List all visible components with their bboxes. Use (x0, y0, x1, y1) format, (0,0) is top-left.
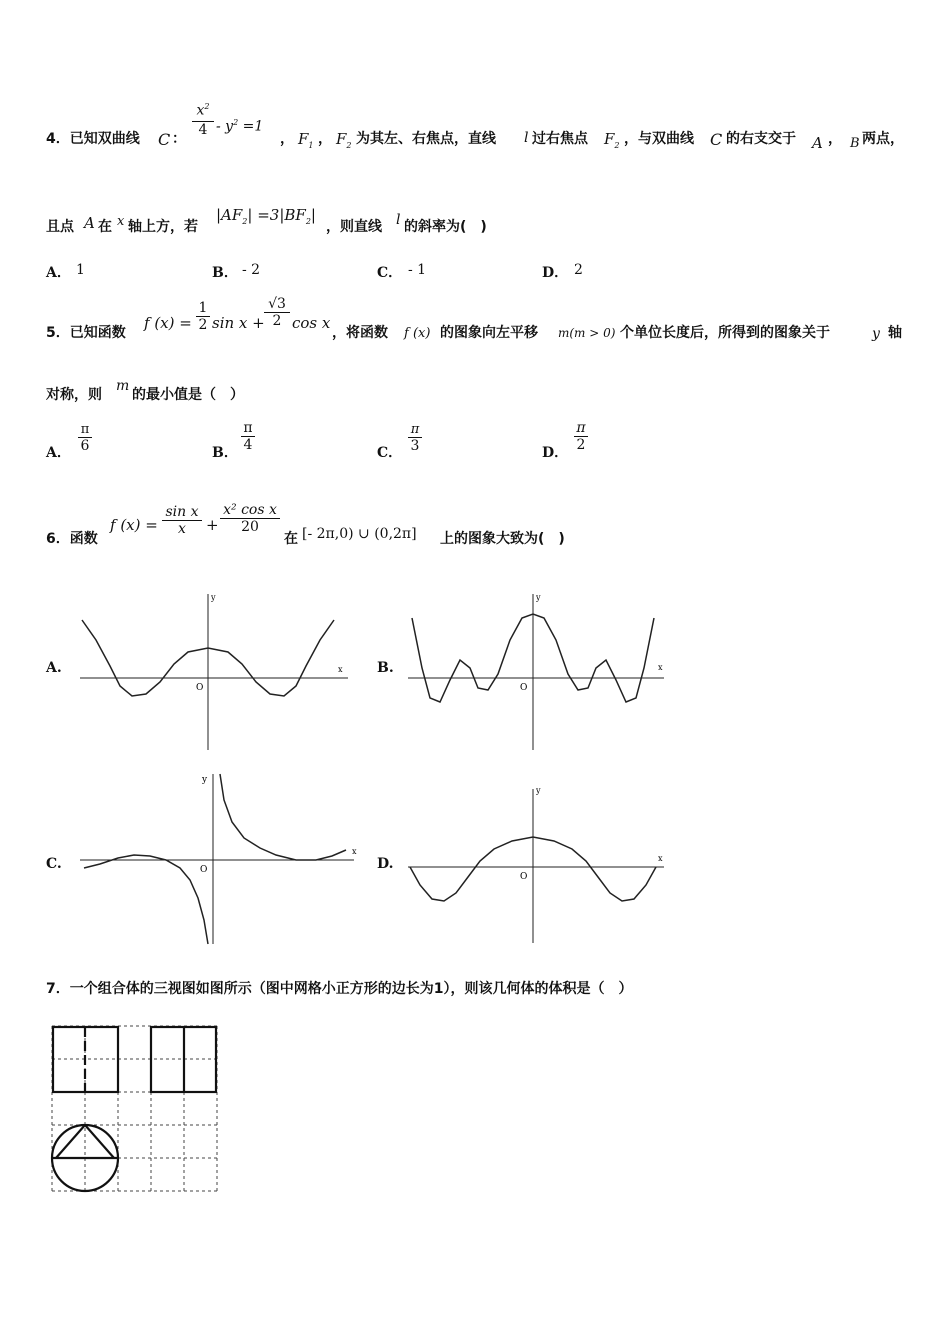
graph-c-curve-right (220, 774, 346, 860)
q6-line1: 6．函数 (46, 531, 98, 547)
graph-b (404, 590, 669, 755)
graph-a-label: A. (46, 660, 62, 676)
graph-c-label: C. (46, 856, 62, 872)
graph-b-x-label: x (658, 663, 663, 672)
q4-options: A． 1 B． - 2 C． - 1 D． 2 (46, 262, 583, 281)
graph-b-label: B. (377, 660, 394, 676)
graph-a-x-label: x (338, 665, 343, 674)
q5-options: A． π 6 B． π 4 C． π 3 D． π 2 (46, 420, 686, 466)
q4-line1: 4．已知双曲线 (46, 131, 140, 147)
q5-half-frac: 1 2 (196, 300, 210, 333)
q5-line1: 5．已知函数 (46, 325, 126, 341)
grid-lines (52, 1026, 218, 1191)
q4-hyperbola-rest: - $y^2 =1$ (216, 118, 264, 135)
q6-term1-frac: sin x x (162, 504, 202, 537)
graph-a-origin: O (196, 683, 204, 693)
graph-d-origin: O (520, 872, 528, 882)
q4-f2-b: $F_2$ (604, 130, 620, 150)
q7-three-views-figure (50, 1024, 222, 1196)
q5-sqrt-frac: √3 2 (264, 296, 290, 329)
graph-d-label: D. (377, 856, 394, 872)
q6-term2-frac: x² cos x 20 (220, 502, 280, 535)
graph-b-origin: O (520, 683, 528, 693)
q5-line2: 对称，则 (46, 387, 102, 403)
q5-option-d-frac: π 2 (574, 420, 588, 453)
q5-option-a-frac: π 6 (78, 422, 92, 454)
top-view-triangle-left (56, 1125, 85, 1158)
graph-a-y-label: y (211, 593, 216, 602)
q4-curve-c: C (158, 130, 171, 149)
q5-option-c-frac: π 3 (408, 422, 422, 454)
graph-d-y-label: y (536, 786, 541, 795)
graph-c-curve-left (84, 855, 208, 944)
q4-condition: $|AF_2| =3|BF_2|$ (216, 206, 316, 226)
q4-f1: $F_1$ (298, 130, 314, 150)
graph-b-y-label: y (536, 593, 541, 602)
graph-c-origin: O (200, 865, 208, 875)
q7-text: 7．一个组合体的三视图如图所示（图中网格小正方形的边长为1），则该几何体的体积是（ ） (46, 981, 633, 997)
q4-line2: 且点 (46, 219, 74, 235)
top-view-triangle-right (85, 1125, 114, 1158)
graph-c (76, 770, 361, 948)
q4-hyperbola-frac: $x^2$ 4 (192, 102, 214, 138)
graph-a (76, 590, 356, 755)
graph-d-x-label: x (658, 854, 663, 863)
graph-d (404, 785, 669, 947)
graph-c-y-label: y (202, 775, 208, 785)
q4-f2: $F_2$ (336, 130, 352, 150)
graph-c-x-label: x (352, 847, 357, 856)
q5-option-b-frac: π 4 (241, 420, 255, 453)
